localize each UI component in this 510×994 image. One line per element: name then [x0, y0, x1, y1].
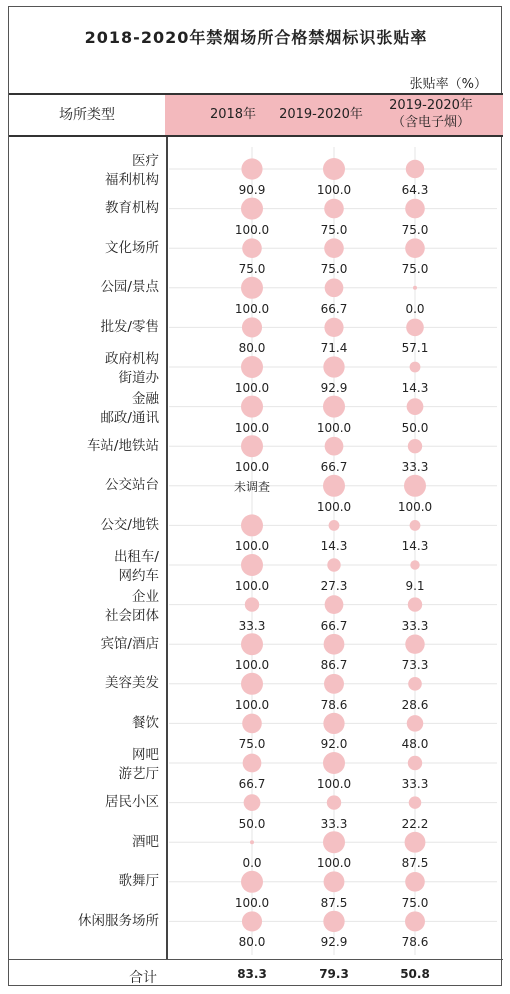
unit-label: 张贴率（%） — [409, 77, 487, 92]
value-label: 78.6 — [320, 697, 348, 712]
category-label-line: 邮政/通讯 — [100, 409, 159, 426]
value-label: 28.6 — [401, 697, 429, 712]
category-label — [105, 476, 159, 495]
bubble-mark — [405, 199, 425, 219]
category-label — [100, 516, 159, 535]
category-label-line: 公交/地铁 — [100, 516, 159, 533]
category-label-line: 批发/零售 — [100, 318, 159, 335]
bubble-mark — [324, 238, 344, 258]
bubble-mark — [409, 796, 421, 808]
category-label-line: 车站/地铁站 — [86, 437, 159, 454]
category-label — [132, 714, 159, 733]
category-label-line: 医疗 — [132, 153, 159, 169]
bubble-mark — [408, 439, 422, 453]
bubble-mark — [408, 756, 422, 770]
category-label — [105, 588, 159, 626]
value-label: 71.4 — [320, 341, 348, 356]
bubble-mark — [241, 198, 263, 220]
bubble-mark — [405, 832, 426, 853]
header-col-2018: 2018年 — [209, 107, 257, 122]
category-label — [78, 912, 159, 931]
value-label: 92.9 — [320, 381, 348, 395]
value-label: 100.0 — [234, 539, 270, 554]
category-label-line: 游艺厅 — [118, 766, 159, 782]
value-label: 66.7 — [320, 301, 348, 316]
category-label-line: 教育机构 — [105, 200, 159, 217]
bubble-mark — [241, 158, 262, 179]
value-label: 100.0 — [316, 499, 352, 514]
bubble-mark — [323, 752, 345, 774]
category-label — [132, 833, 159, 852]
value-label: 33.3 — [401, 460, 429, 475]
bubble-mark — [242, 238, 262, 258]
bubble-mark — [323, 158, 345, 180]
value-label: 100.0 — [234, 697, 270, 712]
bubble-mark — [325, 278, 344, 297]
category-label — [105, 793, 159, 812]
category-label — [114, 548, 159, 586]
value-label: 80.0 — [238, 341, 266, 356]
bubble-mark — [324, 199, 344, 219]
value-label: 78.6 — [401, 935, 429, 950]
category-label-line: 社会团体 — [105, 607, 159, 624]
bubble-mark — [410, 362, 421, 373]
value-label: 100.0 — [316, 183, 352, 197]
bubble-mark — [245, 597, 259, 611]
value-label: 75.0 — [401, 895, 429, 910]
value-label: 75.0 — [238, 262, 266, 277]
header-type-label: 场所类型 — [59, 107, 115, 123]
bubble-mark — [324, 674, 344, 694]
value-label: 87.5 — [320, 895, 348, 910]
bubble-mark — [405, 872, 425, 892]
total-value: 79.3 — [319, 967, 349, 981]
value-label: 33.3 — [401, 618, 429, 633]
category-label — [105, 152, 159, 190]
value-label: 14.3 — [401, 539, 429, 554]
bubble-mark — [241, 435, 263, 457]
category-label-line: 休闲服务场所 — [78, 912, 159, 929]
category-label — [87, 437, 159, 456]
bubble-mark — [250, 840, 254, 844]
bubble-mark — [241, 673, 263, 695]
category-label-line: 宾馆/酒店 — [100, 635, 159, 652]
value-label: 0.0 — [405, 301, 425, 316]
bubble-mark — [325, 595, 344, 614]
category-label-line: 公交站台 — [105, 477, 159, 494]
value-label: 100.0 — [234, 420, 270, 435]
value-label: 100.0 — [234, 895, 270, 910]
value-label: 64.3 — [401, 183, 429, 197]
bubble-mark — [410, 560, 419, 569]
value-label: 33.3 — [238, 618, 266, 633]
bubble-mark — [242, 317, 262, 337]
category-label-line: 歌舞厅 — [118, 873, 159, 890]
bubble-mark — [242, 714, 262, 734]
value-label: 57.1 — [401, 341, 429, 356]
bubble-mark — [323, 831, 345, 853]
category-label-line: 出租车/ — [113, 549, 159, 565]
bubble-mark — [404, 475, 426, 497]
bubble-mark — [407, 715, 423, 731]
category-label-line: 居民小区 — [105, 794, 159, 811]
value-label: 100.0 — [234, 658, 270, 673]
category-label — [100, 318, 159, 337]
value-label: 80.0 — [238, 935, 266, 950]
category-label-line: 企业 — [132, 588, 159, 605]
bubble-mark — [327, 795, 341, 809]
value-label: 9.1 — [405, 579, 425, 593]
bubble-mark — [243, 754, 262, 773]
value-label: 75.0 — [401, 262, 429, 277]
total-label: 合计 — [129, 970, 157, 986]
category-label-line: 美容美发 — [105, 675, 159, 692]
value-label: 66.7 — [320, 460, 348, 475]
category-label-line: 网约车 — [118, 568, 159, 584]
value-label: 87.5 — [401, 856, 429, 871]
value-label: 92.9 — [320, 935, 348, 950]
value-label: 86.7 — [320, 658, 348, 673]
bubble-mark — [323, 713, 344, 734]
value-label: 27.3 — [320, 579, 348, 593]
bubble-mark — [405, 911, 425, 931]
category-label-line: 文化场所 — [105, 239, 159, 256]
category-label — [119, 746, 160, 784]
value-label: 100.0 — [316, 420, 352, 435]
bubble-mark — [325, 437, 344, 456]
value-label: 100.0 — [397, 499, 433, 514]
bubble-mark — [241, 871, 263, 893]
category-label-line: 酒吧 — [132, 833, 159, 850]
bubble-mark — [406, 319, 424, 337]
total-value: 83.3 — [237, 967, 267, 981]
value-label: 66.7 — [238, 777, 266, 791]
category-label — [100, 635, 159, 654]
bubble-mark — [241, 277, 263, 299]
category-label-line: 餐饮 — [132, 714, 159, 731]
bubble-mark — [323, 475, 345, 497]
value-label: 73.3 — [401, 658, 429, 673]
bubble-mark — [241, 514, 263, 536]
bubble-mark — [241, 633, 263, 655]
value-label: 50.0 — [401, 420, 429, 435]
bubble-mark — [241, 396, 263, 418]
header-col-2019-2020: 2019-2020年 — [279, 107, 363, 122]
category-label — [105, 199, 159, 218]
bubble-mark — [323, 911, 344, 932]
bubble-mark — [329, 520, 340, 531]
bubble-mark — [242, 911, 262, 931]
value-label: 66.7 — [320, 618, 348, 633]
chart-frame — [8, 6, 502, 986]
header-col-ecig-line2: （含电子烟） — [391, 115, 470, 130]
category-label — [100, 390, 159, 428]
value-label: 100.0 — [234, 301, 270, 316]
bubble-mark — [408, 597, 422, 611]
value-label: 92.0 — [320, 737, 348, 752]
bubble-mark — [241, 554, 263, 576]
category-label-line: 政府机构 — [105, 351, 159, 367]
value-label: 100.0 — [234, 460, 270, 475]
value-label: 100.0 — [316, 856, 352, 871]
bubble-layer — [9, 7, 503, 987]
bubble-mark — [406, 160, 424, 178]
category-label-line: 福利机构 — [105, 172, 159, 188]
chart-title: 2018-2020年禁烟场所合格禁烟标识张贴率 — [84, 28, 428, 47]
category-label — [105, 239, 159, 258]
category-label — [105, 674, 159, 693]
value-label: 100.0 — [316, 777, 352, 791]
bubble-mark — [413, 286, 417, 290]
bubble-mark — [405, 634, 424, 653]
value-label: 100.0 — [234, 579, 270, 593]
category-label — [100, 278, 159, 297]
value-label: 100.0 — [234, 381, 270, 395]
bubble-mark — [407, 398, 424, 415]
total-value: 50.8 — [400, 967, 430, 981]
bubble-mark — [324, 318, 343, 337]
bubble-mark — [405, 238, 425, 258]
value-label: 90.9 — [238, 183, 266, 197]
bubble-mark — [410, 520, 421, 531]
category-label — [105, 350, 159, 388]
value-label: 33.3 — [320, 816, 348, 831]
value-label: 48.0 — [401, 737, 429, 752]
value-label: 33.3 — [401, 777, 429, 791]
category-label-line: 公园/景点 — [100, 279, 159, 296]
value-label: 100.0 — [234, 222, 270, 237]
value-label: 50.0 — [238, 816, 266, 831]
category-label — [119, 872, 160, 891]
value-label: 未调查 — [233, 479, 270, 494]
bubble-mark — [324, 871, 345, 892]
value-label: 14.3 — [320, 539, 348, 554]
bubble-mark — [324, 634, 345, 655]
category-label-line: 金融 — [132, 390, 159, 407]
bubble-mark — [327, 558, 340, 571]
value-label: 0.0 — [242, 856, 262, 871]
value-label: 75.0 — [320, 222, 348, 237]
value-label: 75.0 — [238, 737, 266, 752]
value-label: 22.2 — [401, 816, 429, 831]
bubble-mark — [323, 356, 344, 377]
value-label: 75.0 — [401, 222, 429, 237]
bubble-mark — [323, 396, 345, 418]
value-label: 75.0 — [320, 262, 348, 277]
bubble-mark — [408, 677, 422, 691]
value-label: 14.3 — [401, 381, 429, 395]
bubble-mark — [244, 794, 261, 811]
header-col-ecig-line1: 2019-2020年 — [389, 98, 473, 113]
category-label-line: 网吧 — [132, 747, 159, 763]
category-label-line: 街道办 — [118, 370, 159, 386]
bubble-mark — [241, 356, 263, 378]
